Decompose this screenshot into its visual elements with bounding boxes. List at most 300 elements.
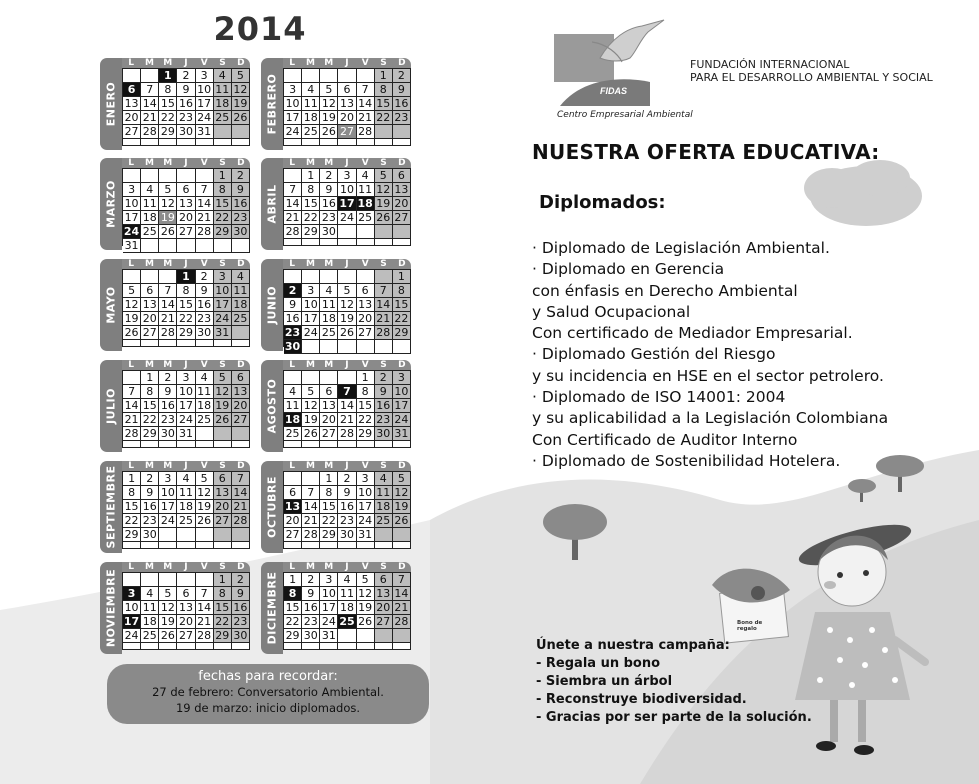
month-name: NOVIEMBRE: [104, 568, 118, 648]
day-cell: [302, 340, 320, 354]
day-cell: 25: [196, 413, 214, 427]
weekday-label: S: [380, 158, 387, 168]
day-cell: 27: [214, 514, 232, 528]
day-cell: 17: [159, 500, 177, 514]
day-cell: 16: [320, 197, 338, 211]
day-cell: 5: [196, 472, 214, 486]
weekday-label: L: [289, 360, 296, 370]
day-cell: [196, 169, 214, 183]
weekday-label: D: [237, 158, 245, 168]
weekday-label: D: [237, 360, 245, 370]
day-cell: [159, 270, 177, 284]
diploma-line: y su incidencia en HSE en el sector petrolero.: [532, 366, 884, 385]
day-cell: [123, 441, 141, 448]
day-cell: 24: [214, 312, 232, 326]
day-cell: 25: [232, 312, 250, 326]
day-grid: [122, 68, 250, 146]
day-cell: 19: [232, 97, 250, 111]
day-cell: 8: [320, 486, 338, 500]
day-cell: 26: [302, 427, 320, 441]
day-cell: 2: [375, 371, 393, 385]
day-cell: 25: [284, 427, 302, 441]
day-cell: [214, 441, 232, 448]
day-cell: 20: [284, 514, 302, 528]
day-cell: 8: [214, 183, 232, 197]
day-cell: 27: [338, 125, 356, 139]
day-cell: 20: [375, 601, 393, 615]
day-cell: [302, 69, 320, 83]
day-cell: 10: [338, 183, 356, 197]
weekday-label: M: [305, 360, 315, 370]
day-cell: 29: [302, 225, 320, 239]
day-cell: 16: [232, 601, 250, 615]
day-cell: 17: [357, 500, 375, 514]
day-cell: 19: [214, 399, 232, 413]
day-cell: [302, 542, 320, 549]
day-cell: [232, 239, 250, 253]
day-cell: 15: [177, 298, 195, 312]
day-cell: 8: [284, 587, 302, 601]
day-cell: 6: [123, 83, 141, 97]
day-cell: [123, 270, 141, 284]
day-cell: 16: [375, 399, 393, 413]
day-cell: 1: [123, 472, 141, 486]
day-cell: 22: [214, 615, 232, 629]
day-cell: 5: [232, 69, 250, 83]
day-cell: [320, 239, 338, 246]
day-grid: [283, 572, 411, 650]
weekday-header: [283, 360, 411, 370]
day-cell: 24: [338, 211, 356, 225]
day-cell: [177, 441, 195, 448]
day-cell: 18: [338, 601, 356, 615]
day-cell: 6: [375, 573, 393, 587]
day-cell: 6: [141, 284, 159, 298]
weekday-header: [122, 58, 250, 68]
day-cell: 3: [123, 183, 141, 197]
day-cell: 10: [196, 83, 214, 97]
day-cell: [357, 340, 375, 354]
weekday-label: V: [200, 259, 208, 269]
day-cell: 25: [339, 615, 355, 628]
day-cell: 28: [196, 225, 214, 239]
day-cell: 28: [232, 514, 250, 528]
day-cell: 19: [320, 111, 338, 125]
weekday-label: J: [184, 158, 188, 168]
calendar-year: 2014: [213, 10, 307, 48]
day-cell: 27: [284, 528, 302, 542]
day-cell: 31: [357, 528, 375, 542]
day-cell: [393, 340, 411, 354]
day-cell: 11: [284, 399, 302, 413]
day-cell: [141, 139, 159, 146]
weekday-label: J: [345, 158, 349, 168]
day-cell: [123, 69, 141, 83]
weekday-label: M: [144, 158, 154, 168]
month-julio: [100, 360, 250, 452]
day-cell: 27: [375, 615, 393, 629]
day-cell: [302, 472, 320, 486]
weekday-label: M: [144, 562, 154, 572]
day-cell: [302, 643, 320, 650]
day-cell: [159, 542, 177, 549]
day-cell: [177, 239, 195, 253]
day-cell: 5: [393, 472, 411, 486]
day-cell: 5: [320, 83, 338, 97]
weekday-label: V: [200, 360, 208, 370]
day-cell: 6: [177, 587, 195, 601]
day-cell: 7: [338, 385, 356, 399]
weekday-label: J: [184, 562, 188, 572]
day-cell: [232, 139, 250, 146]
day-cell: 20: [214, 500, 232, 514]
day-grid: [122, 572, 250, 650]
weekday-label: D: [398, 360, 406, 370]
day-cell: 20: [177, 615, 195, 629]
day-cell: 22: [284, 615, 302, 629]
day-cell: 26: [338, 326, 356, 340]
day-cell: [375, 542, 393, 549]
day-cell: [357, 643, 375, 650]
day-cell: 5: [214, 371, 232, 385]
day-cell: 23: [393, 111, 411, 125]
diploma-line: · Diplomado en Gerencia: [532, 260, 725, 279]
day-cell: 24: [123, 225, 140, 238]
weekday-label: M: [305, 461, 315, 471]
day-cell: [393, 528, 411, 542]
weekday-header: [283, 461, 411, 471]
day-cell: [357, 441, 375, 448]
day-cell: 22: [159, 111, 177, 125]
day-cell: 5: [302, 385, 320, 399]
day-cell: 14: [196, 601, 214, 615]
fidas-logo: [552, 18, 682, 120]
day-cell: 11: [141, 601, 159, 615]
weekday-label: D: [398, 461, 406, 471]
day-cell: 8: [214, 587, 232, 601]
day-cell: 25: [375, 514, 393, 528]
logo-caption: Centro Empresarial Ambiental: [557, 110, 693, 120]
day-cell: [375, 643, 393, 650]
day-cell: 2: [177, 69, 195, 83]
day-cell: [338, 225, 356, 239]
day-cell: 9: [141, 486, 159, 500]
weekday-label: M: [324, 562, 334, 572]
day-grid: [122, 269, 250, 347]
offer-title: NUESTRA OFERTA EDUCATIVA:: [532, 140, 880, 164]
month-tab: [261, 58, 283, 150]
day-cell: [232, 542, 250, 549]
day-cell: 5: [159, 587, 177, 601]
day-cell: 3: [284, 83, 302, 97]
weekday-label: S: [380, 58, 387, 68]
day-grid: [122, 370, 250, 448]
day-cell: 3: [320, 573, 338, 587]
day-cell: 24: [177, 413, 195, 427]
day-cell: 9: [177, 83, 195, 97]
day-cell: 20: [357, 312, 375, 326]
day-cell: 12: [214, 385, 232, 399]
day-cell: 13: [214, 486, 232, 500]
day-cell: 9: [232, 587, 250, 601]
day-cell: 10: [123, 197, 141, 211]
day-cell: 6: [284, 486, 302, 500]
day-cell: 18: [302, 111, 320, 125]
diploma-line: · Diplomado de ISO 14001: 2004: [532, 388, 786, 407]
day-cell: 15: [393, 298, 411, 312]
day-cell: 6: [393, 169, 411, 183]
day-cell: [375, 441, 393, 448]
day-cell: 21: [302, 514, 320, 528]
day-cell: 30: [320, 225, 338, 239]
day-cell: 19: [302, 413, 320, 427]
diploma-line: Con certificado de Mediador Empresarial.: [532, 324, 853, 343]
day-cell: 20: [177, 211, 195, 225]
weekday-label: M: [144, 360, 154, 370]
day-cell: [159, 340, 177, 347]
day-cell: [141, 69, 159, 83]
day-cell: 12: [232, 83, 250, 97]
weekday-label: S: [380, 360, 387, 370]
day-cell: [338, 371, 356, 385]
day-cell: [284, 169, 302, 183]
day-cell: 7: [357, 83, 375, 97]
day-cell: [141, 573, 159, 587]
weekday-label: M: [324, 158, 334, 168]
reminders-box: [107, 664, 429, 724]
day-cell: 23: [338, 514, 356, 528]
day-cell: 22: [375, 111, 393, 125]
day-cell: 28: [141, 125, 159, 139]
day-cell: 11: [232, 284, 250, 298]
day-cell: [338, 270, 356, 284]
day-cell: [196, 573, 214, 587]
day-cell: 16: [141, 500, 159, 514]
day-cell: 29: [177, 326, 195, 340]
day-cell: 26: [159, 225, 177, 239]
day-cell: [123, 340, 141, 347]
day-cell: 9: [232, 183, 250, 197]
day-cell: 17: [393, 399, 411, 413]
day-cell: 2: [232, 573, 250, 587]
month-name: AGOSTO: [265, 378, 279, 434]
cloud-icon: [804, 160, 922, 226]
month-tab: [100, 360, 122, 452]
day-cell: 11: [302, 97, 320, 111]
day-cell: 29: [214, 225, 232, 239]
diploma-line: con énfasis en Derecho Ambiental: [532, 281, 798, 300]
reminder-item: 27 de febrero: Conversatorio Ambiental.: [152, 685, 384, 699]
day-cell: [141, 441, 159, 448]
day-cell: 1: [177, 270, 195, 284]
day-cell: [302, 239, 320, 246]
day-cell: [375, 225, 393, 239]
day-cell: [214, 528, 232, 542]
weekday-label: J: [345, 58, 349, 68]
weekday-label: L: [128, 461, 135, 471]
day-cell: 10: [214, 284, 232, 298]
day-cell: [159, 643, 177, 650]
weekday-header: [283, 259, 411, 269]
day-cell: 9: [284, 298, 302, 312]
day-cell: [357, 139, 375, 146]
day-cell: 27: [141, 326, 159, 340]
day-cell: [159, 573, 177, 587]
day-cell: 17: [123, 211, 141, 225]
day-cell: 1: [302, 169, 320, 183]
day-cell: 21: [393, 601, 411, 615]
day-cell: 9: [302, 587, 320, 601]
day-cell: 14: [302, 500, 320, 514]
day-cell: 4: [214, 69, 232, 83]
day-cell: [159, 169, 177, 183]
day-cell: 6: [320, 385, 338, 399]
day-cell: 20: [393, 197, 411, 211]
day-cell: 22: [123, 514, 141, 528]
day-cell: 14: [159, 298, 177, 312]
day-cell: 19: [393, 500, 411, 514]
day-cell: 8: [357, 385, 375, 399]
day-cell: 4: [232, 270, 250, 284]
day-cell: 27: [232, 413, 250, 427]
day-cell: 8: [123, 486, 141, 500]
day-cell: [159, 139, 177, 146]
day-cell: [393, 139, 411, 146]
day-cell: 30: [141, 528, 159, 542]
day-cell: 3: [338, 169, 356, 183]
weekday-label: V: [361, 461, 369, 471]
day-cell: [214, 125, 232, 139]
day-cell: 4: [338, 573, 356, 587]
day-cell: 6: [232, 371, 250, 385]
day-cell: [214, 340, 232, 347]
day-cell: [393, 239, 411, 246]
month-name: SEPTIEMBRE: [104, 465, 118, 549]
day-cell: 20: [338, 111, 356, 125]
day-cell: 30: [232, 225, 250, 239]
day-cell: 15: [141, 399, 159, 413]
day-cell: 22: [141, 413, 159, 427]
day-cell: [393, 542, 411, 549]
day-cell: 22: [320, 514, 338, 528]
weekday-label: J: [184, 259, 188, 269]
day-cell: [232, 326, 250, 340]
weekday-label: V: [361, 58, 369, 68]
day-cell: [123, 542, 141, 549]
campaign-title: Únete a nuestra campaña:: [536, 638, 730, 653]
day-cell: 21: [284, 211, 302, 225]
day-cell: 13: [338, 97, 356, 111]
day-cell: 28: [375, 326, 393, 340]
day-grid: [283, 269, 411, 353]
day-cell: 5: [159, 183, 177, 197]
month-tab: [100, 259, 122, 351]
day-cell: [375, 340, 393, 354]
day-cell: 2: [302, 573, 320, 587]
day-cell: 17: [177, 399, 195, 413]
weekday-label: L: [289, 58, 296, 68]
weekday-label: L: [128, 360, 135, 370]
day-cell: 21: [123, 413, 141, 427]
weekday-label: M: [163, 158, 173, 168]
day-cell: 24: [159, 514, 177, 528]
day-cell: 7: [196, 183, 214, 197]
day-cell: [375, 139, 393, 146]
weekday-label: D: [398, 58, 406, 68]
day-cell: 26: [123, 326, 141, 340]
reminders-title: fechas para recordar:: [198, 669, 338, 684]
day-cell: [214, 139, 232, 146]
day-cell: 27: [320, 427, 338, 441]
day-cell: 30: [375, 427, 393, 441]
org-line: PARA EL DESARROLLO AMBIENTAL Y SOCIAL: [690, 71, 933, 84]
day-cell: [284, 441, 302, 448]
day-cell: 10: [357, 486, 375, 500]
day-cell: 4: [196, 371, 214, 385]
day-cell: [338, 643, 356, 650]
weekday-label: S: [380, 461, 387, 471]
weekday-label: L: [128, 58, 135, 68]
weekday-header: [122, 360, 250, 370]
gift-card-illustration: [712, 569, 790, 644]
day-cell: 22: [177, 312, 195, 326]
weekday-label: J: [345, 461, 349, 471]
day-cell: 30: [159, 427, 177, 441]
day-cell: [338, 239, 356, 246]
day-cell: 26: [375, 211, 393, 225]
diploma-line: · Diplomado de Sostenibilidad Hotelera.: [532, 451, 841, 470]
day-cell: 26: [320, 125, 338, 139]
day-cell: [320, 270, 338, 284]
day-cell: 24: [357, 514, 375, 528]
day-cell: 13: [284, 500, 301, 513]
weekday-header: [122, 461, 250, 471]
day-cell: 7: [196, 587, 214, 601]
day-cell: 25: [214, 111, 232, 125]
weekday-label: M: [324, 58, 334, 68]
day-cell: [232, 643, 250, 650]
day-cell: [357, 629, 375, 643]
day-cell: 4: [357, 169, 375, 183]
day-cell: 31: [177, 427, 195, 441]
day-cell: 18: [141, 211, 159, 225]
day-cell: 11: [177, 486, 195, 500]
weekday-label: D: [237, 58, 245, 68]
weekday-label: J: [345, 562, 349, 572]
month-name: ABRIL: [265, 184, 279, 224]
day-cell: 10: [159, 486, 177, 500]
day-cell: 30: [232, 629, 250, 643]
day-cell: 27: [357, 326, 375, 340]
day-cell: [196, 427, 214, 441]
day-cell: 3: [159, 472, 177, 486]
day-cell: 22: [214, 211, 232, 225]
month-agosto: [261, 360, 411, 452]
diploma-line: · Diplomado de Legislación Ambiental.: [532, 239, 830, 257]
day-cell: [214, 239, 232, 253]
day-cell: [177, 139, 195, 146]
month-junio: [261, 259, 411, 351]
weekday-header: [283, 58, 411, 68]
weekday-label: M: [163, 58, 173, 68]
weekday-label: M: [144, 259, 154, 269]
month-name: FEBRERO: [265, 73, 279, 135]
day-cell: 25: [141, 225, 159, 239]
day-cell: 23: [159, 413, 177, 427]
day-cell: 17: [339, 197, 355, 210]
day-cell: 26: [196, 514, 214, 528]
day-cell: 7: [159, 284, 177, 298]
